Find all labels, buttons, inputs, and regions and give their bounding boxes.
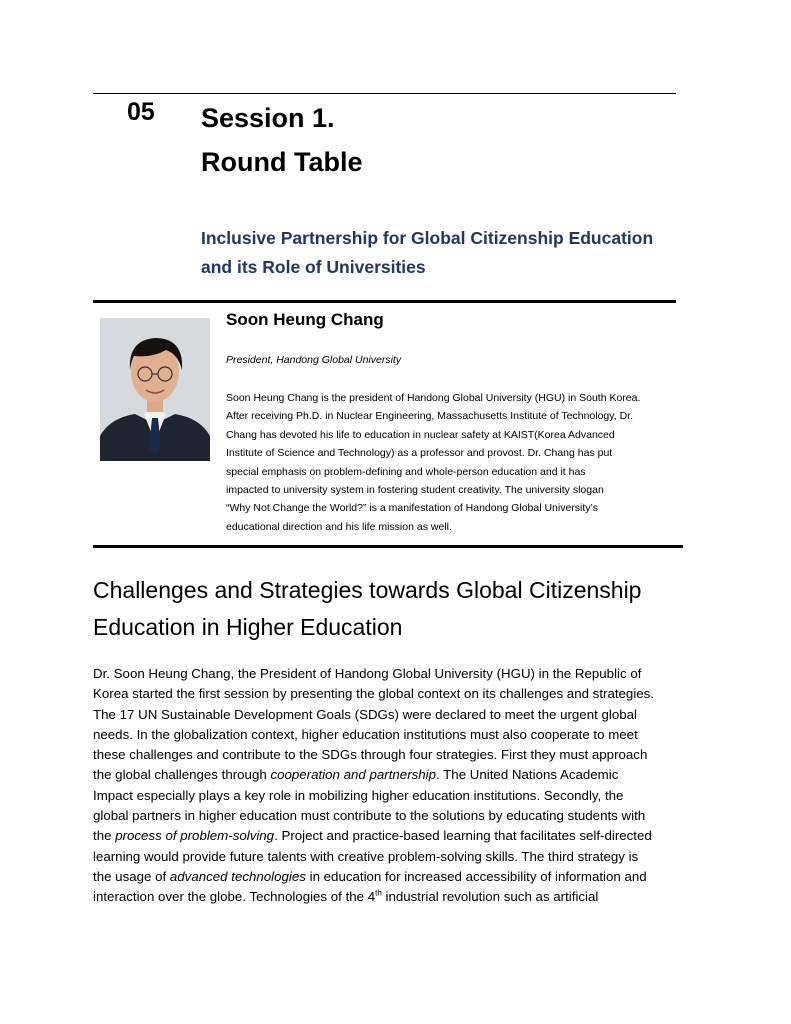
speaker-bio bbox=[226, 389, 676, 536]
body-text-span: industrial revolution such as artificial bbox=[381, 889, 599, 905]
emphasis-problem-solving: process of problem-solving bbox=[115, 828, 275, 844]
emphasis-cooperation: cooperation and partnership bbox=[270, 767, 437, 783]
body-paragraph bbox=[93, 664, 703, 908]
bio-line: special emphasis on problem-defining and whole-person education and it has bbox=[226, 465, 586, 478]
session-title bbox=[201, 96, 363, 184]
bio-line: After receiving Ph.D. in Nuclear Engineering, Massachusetts Institute of Technology, Dr. bbox=[226, 410, 633, 423]
heading-line2: Education in Higher Education bbox=[93, 614, 403, 640]
heading-line1: Challenges and Strategies towards Global Citizenship bbox=[93, 577, 642, 603]
body-text-span: the usage of bbox=[93, 868, 170, 884]
bio-line: Chang has devoted his life to education in nuclear safety at KAIST(Korea Advanced bbox=[226, 428, 615, 441]
body-line bbox=[93, 826, 703, 846]
session-title-line1: Session 1. bbox=[201, 103, 335, 133]
speaker-role: President, Handong Global University bbox=[226, 354, 402, 366]
body-line bbox=[93, 765, 703, 785]
body-line: Dr. Soon Heung Chang, the President of Handong Global University (HGU) in the Republic of bbox=[93, 666, 642, 681]
body-line: needs. In the globalization context, higher education institutions must also cooperate to meet bbox=[93, 726, 638, 742]
body-line: Korea started the first session by presenting the global context on its challenges and strategies. bbox=[93, 686, 655, 702]
body-text-span: . The United Nations Academic bbox=[436, 767, 619, 783]
speaker-photo bbox=[100, 318, 210, 461]
session-number: 05 bbox=[127, 98, 155, 126]
bio-line: educational direction and his life mission as well. bbox=[226, 520, 452, 533]
emphasis-technologies: advanced technologies bbox=[169, 868, 306, 884]
body-text-span: interaction over the globe. Technologies of the 4 bbox=[93, 889, 376, 905]
bio-line: Institute of Science and Technology) as a professor and provost. Dr. Chang has put bbox=[226, 447, 613, 460]
speaker-name: Soon Heung Chang bbox=[226, 310, 384, 329]
body-text-span: the global challenges through bbox=[93, 767, 271, 783]
session-subtitle bbox=[201, 224, 681, 282]
body-line bbox=[93, 867, 703, 887]
body-line: these challenges and contribute to the SDGs through four strategies. First they must approach bbox=[93, 747, 648, 763]
section-heading bbox=[93, 572, 713, 646]
subtitle-line2: and its Role of Universities bbox=[201, 257, 426, 277]
superscript-th: th bbox=[375, 888, 382, 898]
session-title-line2: Round Table bbox=[201, 147, 363, 177]
body-text-span: the bbox=[93, 828, 116, 844]
body-line: Impact especially plays a key role in mobilizing higher education institutions. Secondly, the bbox=[93, 787, 624, 803]
subtitle-line1: Inclusive Partnership for Global Citizenship Education bbox=[201, 228, 654, 248]
portrait-image bbox=[100, 318, 210, 461]
body-line: The 17 UN Sustainable Development Goals (SDGs) were declared to meet the urgent global bbox=[93, 706, 637, 722]
bio-line: “Why Not Change the World?” is a manifestation of Handong Global University’s bbox=[226, 502, 598, 515]
bio-line: Soon Heung Chang is the president of Handong Global University (HGU) in South Korea. bbox=[226, 392, 641, 404]
body-text-span: in education for increased accessibility of information and bbox=[305, 868, 647, 884]
body-text-span: . Project and practice-based learning that facilitates self-directed bbox=[274, 828, 652, 844]
top-rule bbox=[93, 93, 676, 94]
body-line: global partners in higher education must contribute to the solutions by educating students with bbox=[93, 808, 646, 824]
bio-line: impacted to university system in fostering student creativity. The university slogan bbox=[226, 484, 604, 497]
speaker-bottom-rule bbox=[93, 545, 683, 548]
body-line bbox=[93, 887, 703, 907]
body-line: learning would provide future talents with creative problem-solving skills. The third strategy is bbox=[93, 848, 639, 864]
speaker-top-rule bbox=[93, 300, 676, 303]
